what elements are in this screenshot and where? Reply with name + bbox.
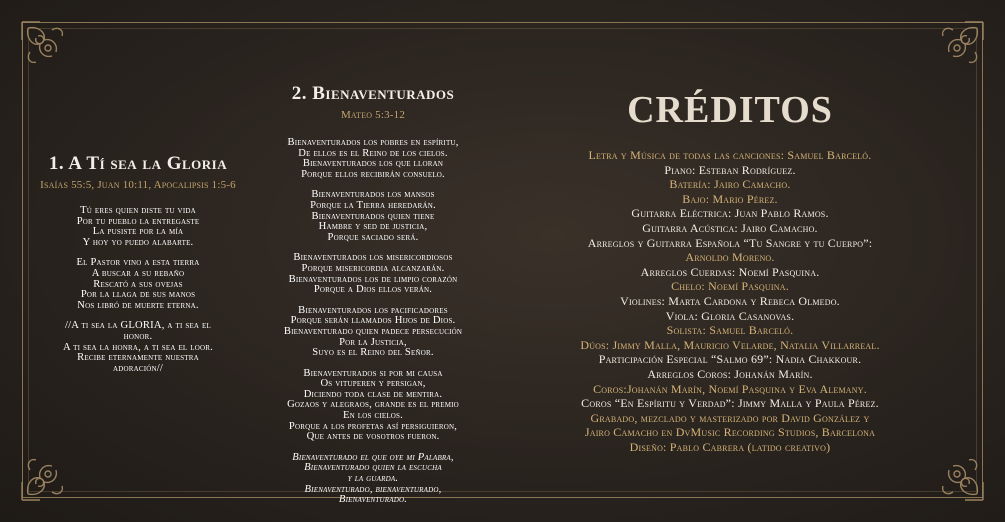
lyric-line: Bienaventurado. bbox=[338, 494, 408, 506]
song-2-title: 2. Bienaventurados bbox=[291, 83, 455, 104]
lyric-line: Y hoy yo puedo alabarte. bbox=[82, 236, 194, 248]
credit-line: Arreglos Cuerdas: Noemí Pasquina. bbox=[640, 264, 820, 279]
lyric-line: A buscar a su rebaño bbox=[91, 267, 185, 279]
credit-line: Violines: Marta Cardona y Rebeca Olmedo. bbox=[620, 293, 840, 308]
credit-line: Arreglos Coros: Johanán Marín. bbox=[647, 366, 813, 381]
credit-line: Diseño: Pablo Cabrera (latido creativo) bbox=[629, 439, 831, 454]
lyric-line: La pusiste por la mía bbox=[92, 226, 184, 238]
lyric-line: Porque a los profetas así persiguieron, bbox=[288, 420, 458, 432]
lyric-stanza bbox=[248, 306, 498, 359]
song-1-title: 1. A Tí sea la Gloria bbox=[48, 153, 228, 174]
lyric-line: Porque saciado será. bbox=[327, 231, 419, 243]
song-1-column bbox=[22, 152, 254, 374]
song-2-reference: Mateo 5:3-12 bbox=[340, 109, 406, 121]
credit-line: Jairo Camacho en DvMusic Recording Studios, Barcelona bbox=[584, 425, 876, 440]
lyric-line: Bienaventurado quien padece persecución bbox=[283, 325, 463, 337]
credit-line: Bajo: Mario Pérez. bbox=[682, 191, 778, 206]
credit-line: Chelo: Noemí Pasquina. bbox=[671, 279, 789, 294]
credit-line: Solista: Samuel Barceló. bbox=[666, 323, 794, 338]
song-1-reference: Isaías 55:5, Juan 10:11, Apocalipsis 1:5-6 bbox=[40, 179, 236, 191]
corner-flourish-icon bbox=[927, 18, 987, 78]
credits-list bbox=[520, 148, 940, 454]
lyric-line: Bienaventurados los mansos bbox=[311, 189, 435, 201]
lyric-line: El Pastor vino a esta tierra bbox=[76, 257, 200, 269]
lyric-stanza bbox=[22, 321, 254, 374]
lyric-line: Tú eres quien diste tu vida bbox=[80, 205, 196, 216]
credit-line: Letra y Música de todas las canciones: Samuel Barceló. bbox=[588, 148, 872, 162]
credit-line: Arnoldo Moreno. bbox=[685, 250, 775, 265]
lyric-line: Gozaos y alegraos, grande es el premio bbox=[287, 399, 459, 411]
song-2-column bbox=[248, 82, 498, 506]
lyric-line: honor. bbox=[123, 330, 153, 342]
credit-line: Batería: Jairo Camacho. bbox=[669, 177, 791, 192]
lyric-line: A ti sea la honra, a ti sea el loor. bbox=[63, 341, 213, 353]
credits-title: CRÉDITOS bbox=[627, 89, 833, 131]
lyric-line: Por tu pueblo la entregaste bbox=[76, 215, 200, 227]
credit-line: Guitarra Eléctrica: Juan Pablo Ramos. bbox=[631, 206, 829, 221]
credit-line: Piano: Esteban Rodríguez. bbox=[664, 162, 796, 177]
lyric-line: Suyo es el Reino del Señor. bbox=[312, 347, 434, 359]
lyric-stanza bbox=[22, 258, 254, 311]
credit-line: Participación Especial “Salmo 69”: Nadia Chakkour. bbox=[598, 352, 862, 367]
lyric-line: Bienaventurados quien tiene bbox=[311, 210, 435, 222]
lyric-line: Bienaventurado el que oye mi Palabra, bbox=[292, 451, 454, 463]
lyric-line: Porque misericordia alcanzarán. bbox=[301, 262, 445, 274]
credit-line: Dúos: Jimmy Malla, Mauricio Velarde, Natalia Villarreal. bbox=[580, 337, 880, 352]
lyric-line: Porque ellos recibirán consuelo. bbox=[301, 168, 445, 180]
lyric-stanza bbox=[248, 453, 498, 506]
lyric-line: //A ti sea la GLORIA, a ti sea el bbox=[64, 320, 211, 332]
lyric-line: y la guarda. bbox=[347, 473, 399, 485]
lyric-line: Bienaventurados los de limpio corazón bbox=[288, 273, 458, 285]
lyric-stanza bbox=[22, 206, 254, 248]
lyric-line: Bienaventurado quien la escucha bbox=[304, 462, 442, 474]
lyric-line: Os vituperen y persigan, bbox=[320, 378, 426, 390]
lyric-line: Que antes de vosotros fueron. bbox=[306, 431, 440, 443]
lyric-line: Por la llaga de sus manos bbox=[80, 289, 196, 301]
song-1-lyrics bbox=[22, 206, 254, 374]
corner-flourish-icon bbox=[18, 444, 78, 504]
credit-line: Grabado, mezclado y masterizado por David González y bbox=[590, 410, 870, 425]
lyric-line: Bienaventurado, bienaventurado, bbox=[304, 483, 442, 495]
lyric-line: Hambre y sed de justicia, bbox=[318, 221, 428, 233]
credit-line: Coros:Johanán Marín, Noemí Pasquina y Eva Alemany. bbox=[593, 381, 867, 396]
lyric-line: Bienaventurados los misericordiosos bbox=[293, 252, 453, 264]
lyric-stanza bbox=[248, 369, 498, 443]
lyric-line: Bienaventurados si por mi causa bbox=[303, 367, 443, 379]
lyric-line: Recibe eternamente nuestra bbox=[77, 352, 199, 364]
credit-line: Arreglos y Guitarra Española “Tu Sangre y tu Cuerpo”: bbox=[587, 235, 873, 250]
credits-column bbox=[520, 88, 940, 454]
credit-line: Guitarra Acústica: Jairo Camacho. bbox=[642, 220, 818, 235]
lyric-line: Rescató a sus ovejas bbox=[93, 278, 183, 290]
lyric-line: En los cielos. bbox=[343, 410, 403, 422]
lyric-stanza bbox=[248, 138, 498, 180]
lyric-line: Nos libró de muerte eterna. bbox=[77, 299, 199, 311]
credit-line: Coros “En Espíritu y Verdad”: Jimmy Malla y Paula Pérez. bbox=[581, 396, 879, 411]
lyric-line: Diciendo toda clase de mentira. bbox=[303, 388, 443, 400]
credit-line: Viola: Gloria Casanovas. bbox=[665, 308, 795, 323]
lyric-line: Bienaventurados los pacificadores bbox=[298, 304, 448, 316]
lyric-stanza bbox=[248, 190, 498, 243]
corner-flourish-icon bbox=[18, 18, 78, 78]
lyric-line: adoración// bbox=[112, 362, 164, 374]
lyric-line: Bienaventurados los pobres en espíritu, bbox=[287, 137, 459, 148]
lyric-line: Porque a Dios ellos verán. bbox=[313, 284, 433, 296]
lyric-line: De ellos es el Reino de los cielos. bbox=[298, 147, 448, 159]
lyric-stanza bbox=[248, 253, 498, 295]
lyric-line: Por la Justicia, bbox=[339, 336, 407, 348]
song-2-lyrics bbox=[248, 138, 498, 506]
lyric-line: Porque serán llamados Hijos de Dios. bbox=[290, 315, 456, 327]
lyric-line: Bienaventurados los que lloran bbox=[302, 158, 444, 170]
lyric-line: Porque la Tierra heredarán. bbox=[310, 199, 436, 211]
